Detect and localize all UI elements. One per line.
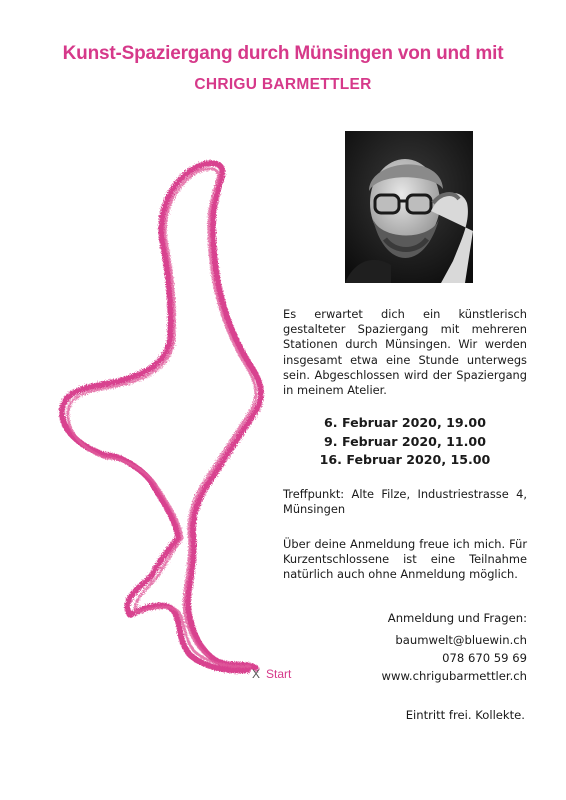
intro-text: Es erwartet dich ein künstlerisch gestalteter Spaziergang mit mehreren Stationen durch Münsingen. Wir werden insgesamt etwa eine Stunde unterwegs sein. Abgeschlossen wird der Spaziergang in meinem Atelier. <box>283 307 527 398</box>
event-dates <box>283 414 527 470</box>
artist-name: CHRIGU BARMETTLER <box>194 76 372 93</box>
meeting-point: Treffpunkt: Alte Filze, Industriestrasse 4, Münsingen <box>283 487 527 517</box>
contact-email[interactable]: baumwelt@bluewin.ch <box>395 633 527 647</box>
route-line <box>62 163 261 670</box>
event-date: 16. Februar 2020, 15.00 <box>319 452 491 467</box>
contact-phone: 078 670 59 69 <box>442 651 527 665</box>
registration-note: Über deine Anmeldung freue ich mich. Für Kurzentschlossene ist eine Teilnahme natürlich auch ohne Anmeldung möglich. <box>283 537 527 582</box>
page-title: Kunst-Spaziergang durch Münsingen von und mit <box>62 43 504 64</box>
event-date: 9. Februar 2020, 11.00 <box>324 433 486 449</box>
artist-photo <box>345 131 473 283</box>
contact-website[interactable]: www.chrigubarmettler.ch <box>381 669 527 683</box>
contact-heading: Anmeldung und Fragen: <box>387 611 527 625</box>
contact-block <box>283 609 527 685</box>
event-date: 6. Februar 2020, 19.00 <box>324 415 486 430</box>
start-label: Start <box>266 667 292 681</box>
start-marker: X <box>252 667 261 681</box>
admission-note: Eintritt frei. Kollekte. <box>405 708 525 722</box>
